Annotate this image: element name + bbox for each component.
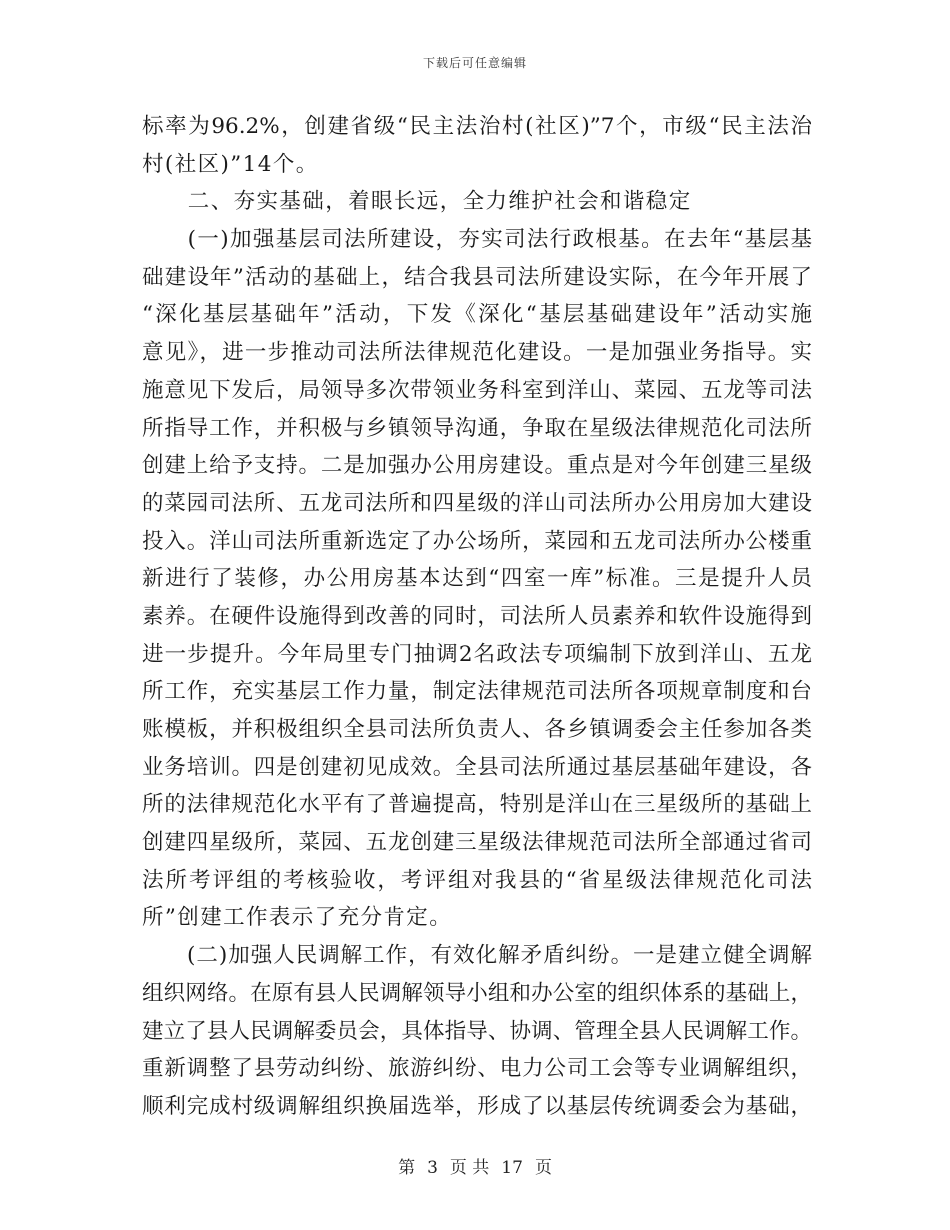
text-line: 意见》，进一步推动司法所法律规范化建设。一是加强业务指导。实: [142, 340, 812, 366]
text-line: 法所考评组的考核验收，考评组对我县的“省星级法律规范化司法: [142, 867, 812, 893]
text-line: 顺利完成村级调解组织换届选举，形成了以基层传统调委会为基础，: [142, 1093, 812, 1119]
text-line: 的菜园司法所、五龙司法所和四星级的洋山司法所办公用房加大建设: [142, 490, 812, 516]
section-heading: 二、夯实基础，着眼长远，全力维护社会和谐稳定: [142, 189, 692, 215]
current-page-number: 3: [427, 1158, 438, 1178]
footer-middle: 页 共: [449, 1158, 490, 1178]
page-number-footer: [0, 1153, 950, 1178]
text-line: 重新调整了县劳动纠纷、旅游纠纷、电力公司工会等专业调解组织，: [142, 1056, 812, 1082]
text-line: 所的法律规范化水平有了普遍提高，特别是洋山在三星级所的基础上: [142, 792, 812, 818]
text-line: 投入。洋山司法所重新选定了办公场所，菜园和五龙司法所办公楼重: [142, 528, 812, 554]
text-line: 所指导工作，并积极与乡镇领导沟通，争取在星级法律规范化司法所: [142, 415, 812, 441]
text-line: 素养。在硬件设施得到改善的同时，司法所人员素养和软件设施得到: [142, 603, 812, 629]
document-body: [142, 108, 812, 1126]
text-line: (二)加强人民调解工作，有效化解矛盾纠纷。一是建立健全调解: [142, 943, 812, 969]
text-line: 村(社区)”14个。: [142, 151, 319, 177]
text-line: 所”创建工作表示了充分肯定。: [142, 905, 453, 931]
text-line: 创建上给予支持。二是加强办公用房建设。重点是对今年创建三星级: [142, 453, 812, 479]
text-line: 账模板，并积极组织全县司法所负责人、各乡镇调委会主任参加各类: [142, 717, 812, 742]
text-line: 施意见下发后，局领导多次带领业务科室到洋山、菜园、五龙等司法: [142, 377, 812, 403]
text-line: 础建设年”活动的基础上，结合我县司法所建设实际，在今年开展了: [142, 264, 812, 290]
total-pages-number: 17: [501, 1158, 523, 1178]
text-line: 建立了县人民调解委员会，具体指导、协调、管理全县人民调解工作。: [142, 1018, 812, 1044]
text-line: 组织网络。在原有县人民调解领导小组和办公室的组织体系的基础上，: [142, 980, 812, 1006]
text-line: 业务培训。四是创建初见成效。全县司法所通过基层基础年建设，各: [142, 754, 812, 780]
text-line: 所工作，充实基层工作力量，制定法律规范司法所各项规章制度和台: [142, 679, 812, 705]
text-line: (一)加强基层司法所建设，夯实司法行政根基。在去年“基层基: [142, 227, 812, 253]
footer-suffix: 页: [534, 1158, 552, 1178]
text-line: 新进行了装修，办公用房基本达到“四室一库”标准。三是提升人员: [142, 566, 812, 592]
page-header: 下载后可任意编辑: [422, 56, 527, 70]
footer-prefix: 第: [398, 1158, 416, 1178]
text-line: 标率为96.2%，创建省级“民主法治村(社区)”7个，市级“民主法治: [142, 114, 812, 139]
text-line: “深化基层基础年”活动，下发《深化“基层基础建设年”活动实施: [142, 302, 812, 328]
text-line: 创建四星级所，菜园、五龙创建三星级法律规范司法所全部通过省司: [142, 830, 812, 856]
text-line: 进一步提升。今年局里专门抽调2名政法专项编制下放到洋山、五龙: [142, 641, 812, 667]
